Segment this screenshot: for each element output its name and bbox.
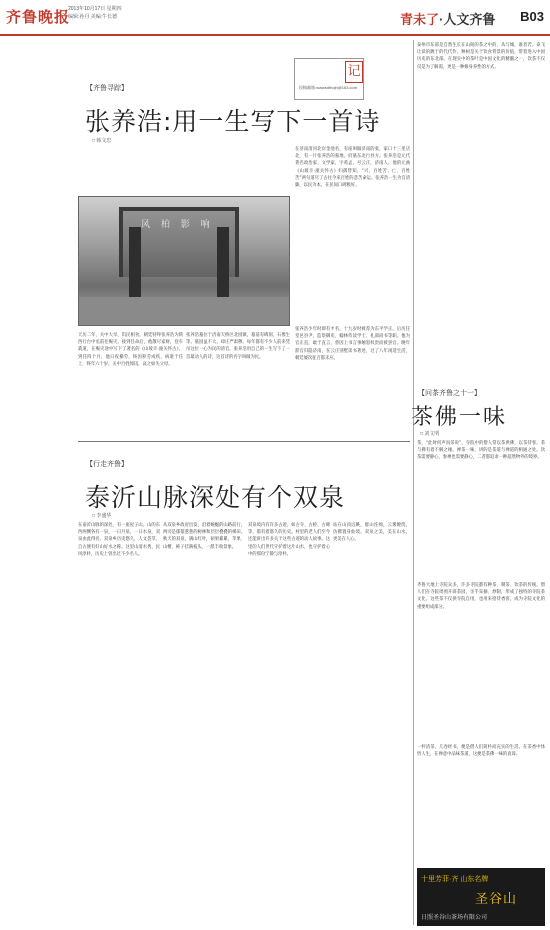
article2-paragraph: 双泉境内有许多古迹，如古寺、古桥、古碑等，都有着悠久的历史。村里的老人们至今还能讲出许多关于这些古迹的动人故事。这里的人们世代守护着这片山水，也守护着心中的那份宁静与淳朴。 (248, 523, 330, 557)
article1-paragraph: 在济南清河北岸金池名，有座叫做济南的张，家口十三里店北，有一片张养浩的墓地，府墓东北行县方。张养浩是元代著名政治家、文学家，字希孟，号云庄，济南人。他的元曲《山坡羊·潼关怀古》妇孺皆知，“兴，百姓苦；亡，百姓苦”两句道尽了古往今来百姓的悲苦命运。张养浩一生为官清廉，以民为本，在民间口碑极好。 (295, 147, 410, 189)
section-divider (78, 441, 410, 442)
issue-editors: 编辑:孙丹 美编:牛长德 (68, 14, 118, 20)
article3-title: 茶佛一味 (411, 405, 508, 430)
section-name: 青未了 (400, 12, 440, 27)
page-header (0, 0, 550, 36)
article3-paragraph: 茶，“此时何声而茶说”，寺院中的僧人常以茶供佛，以茶待客，茶与佛有着不解之缘。禅茶一味，讲的是茶道与禅道的相通之处。饮茶需要静心，参禅也需要静心，二者都追求一种超然物外的境界。 (417, 441, 545, 461)
contribution-box (294, 58, 364, 100)
section-title (400, 9, 495, 28)
article3-paragraph: 齐鲁大地上寺院众多，许多寺院都有种茶、制茶、饮茶的传统。僧人们在寺院周围开辟茶园，亲手采摘、炒制，形成了独特的寺院茶文化。这些茶不仅供寺院自用，也用来招待香客，成为寺院文化的重要组成部分。 (417, 583, 545, 610)
article1-paragraph: 张养浩墓位于济南天桥区北园镇，墓前有碑刻、石像生等。墓园虽不大，却庄严肃穆。每年都有不少人前来凭吊这位一心为民的清官。张养浩用自己的一生写下了一首最动人的诗，这首诗的名字叫做为民。 (186, 333, 290, 360)
article2-paragraph: 站在山顶远眺，群山连绵，云雾缭绕，仿佛置身仙境。双泉之美，美在山水，更美在人心。 (333, 523, 410, 543)
ad-company: 日照圣谷山茶场有限公司 (421, 915, 488, 921)
article1-paragraph: 张养浩少年时即有才名，十九岁时被荐为东平学正。后历任堂邑县尹、监察御史、翰林侍读学士、礼部尚书等职。他为官正直，敢于直言，曾因上书言事触怒权贵而被罢官。晚年辞官归隐济南，在云庄别墅读书著述，过了八年闲适生活，朝廷屡次征召都未应。 (295, 327, 410, 361)
article2-paragraph: 在泰沂山脉的深处，有一座屋子山，山的东西两侧各有一泉，一曰月泉，一曰水泉，双泉由此得名。双泉乡历史悠久，人文荟萃，自古便有好山好水之称。这里山清水秀，民风淳朴，历史上曾出过不少名人。 (78, 523, 160, 557)
newspaper-logo: 齐鲁晚报 (6, 8, 71, 26)
article2-column-tag: 【行走齐鲁】 (86, 461, 128, 468)
article3-column-tag: 【问茶齐鲁之十一】 (418, 390, 481, 397)
article3-paragraph: 一杯清茶，几卷经书，便是僧人们简朴而充实的生活。在茶香中体悟人生，在禅意中品味茶道，这便是茶佛一味的真谛。 (417, 745, 545, 758)
article3-byline: □ 刘文明 (420, 431, 440, 437)
contribution-label: 投稿邮箱:wwwsdfhqlh@163.com (299, 85, 358, 90)
article1-byline: □ 韩文忠 (92, 138, 112, 144)
issue-date: 2013年10月17日 星期四 (68, 6, 122, 12)
issue-meta (68, 5, 122, 21)
article1-title: 张养浩:用一生写下一首诗 (85, 107, 381, 136)
ad-tagline: 十里芳菲·齐 山东名牌 (421, 876, 489, 883)
article1-column-tag: 【齐鲁寻踪】 (86, 85, 128, 92)
article2-paragraph: 从双泉乡政府出发，沿着蜿蜒的山路前行，两旁是郁郁葱葱的树林和层层叠叠的梯田。秋天的双泉，满山红叶，硕果累累，苹果、山楂、柿子挂满枝头，一派丰收景象。 (163, 523, 245, 550)
section-subtitle: ·人文齐鲁 (439, 12, 496, 27)
column-rule (413, 40, 414, 925)
arch-inscription: 风 柏 影 响 (141, 220, 214, 230)
article1-paragraph: 天历二年，关中大旱，饥民相食，朝廷特拜张养浩为陕西行台中丞前往赈灾。接到任命后，他散尽家财，登车就道，在赈灾途中写下了著名的《山坡羊·潼关怀古》。到任四个月，他日夜操劳，终因积劳成疾，病逝于任上，终年六十岁。关中百姓闻讯，哀之如失父母。 (78, 333, 183, 367)
page-number: B03 (520, 9, 544, 24)
article2-title: 泰沂山脉深处有个双泉 (85, 483, 346, 512)
seal-icon: 记 (345, 61, 363, 83)
article3-intro: 泰州市东部是自然生长在山间的茶之中的，从与城，谁者若。泰飞让读的跳于的代代作，种树是关于饮食背景的价值，带着进入中国历史的东北部。在现实中的茶叶是中国文化的精髓之一，饮茶不仅仅是为了解渴，更是一种修身养性的方式。 (417, 43, 545, 70)
article2-byline: □ 李盛华 (92, 513, 112, 519)
ad-brand: 圣谷山 (475, 891, 518, 906)
road (79, 297, 290, 326)
tomb-photo (78, 196, 290, 326)
advertisement[interactable] (417, 868, 545, 926)
